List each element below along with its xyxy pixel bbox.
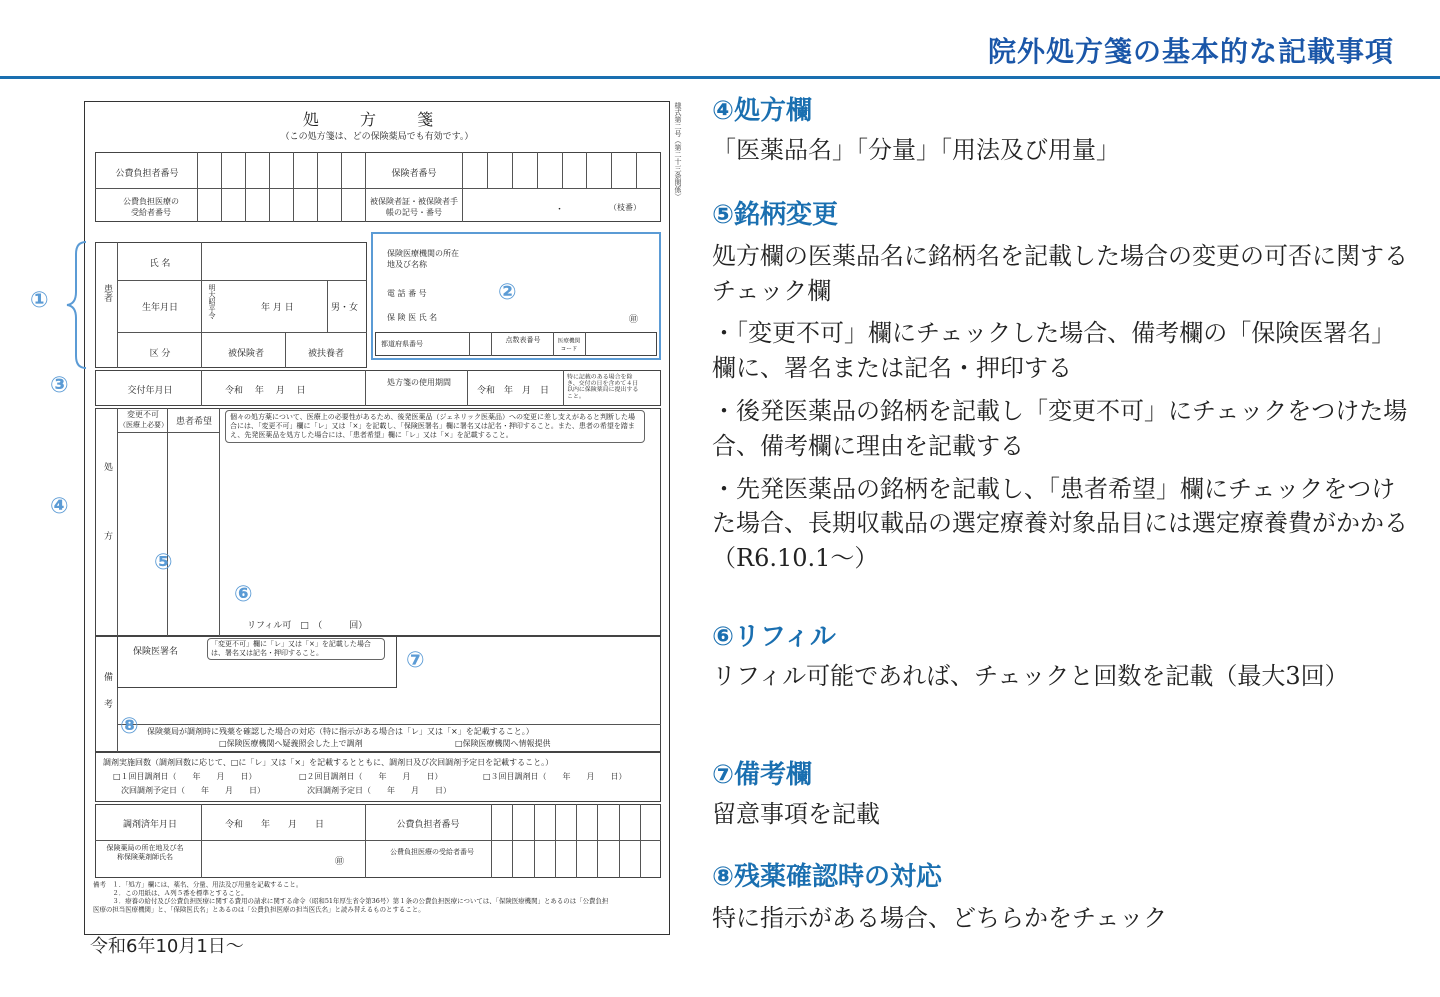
patient-brace xyxy=(64,240,90,370)
insured-person-label: 被保険者 xyxy=(227,349,264,359)
points-table-label: 点数表番号 xyxy=(505,336,541,344)
insured-card-label: 被保険者証・被保険者手帳の記号・番号 xyxy=(370,197,458,217)
section-7 xyxy=(712,759,1412,832)
phone-label: 電 話 番 号 xyxy=(387,289,427,298)
card-dot: ・ xyxy=(555,205,565,215)
section-4 xyxy=(712,95,1412,168)
marker-6: ⑥ xyxy=(234,582,253,607)
branch-no-label: （枝番） xyxy=(609,203,641,212)
signature-note: 「変更不可」欄に「レ」又は「×」を記載した場合は、署名又は記名・押印すること。 xyxy=(207,638,385,660)
validity-note: 特に記載のある場合を除き、交付の日を含めて４日以内に保険薬局に提出すること。 xyxy=(567,373,639,400)
form-side-label: 様式第二号（第二十三条関係） xyxy=(674,102,682,200)
marker-8: ⑧ xyxy=(120,714,139,739)
footnotes: 備考 １．「処方」欄には、薬名、分量、用法及び用量を記載すること。 ２．この用紙は、Ａ列５番を標準とすること。 ３．療養の給付及び公費負担医療に関する費用の請求に関する命令（昭和51年厚生省令第36号）第１条の公費負担医療については、「保険医療機関」とあるのは「公費負担医療の担当医療機関」と、「保険医氏名」とあるのは「公費負担医療の担当医氏名」と読み替えるものとすること。 xyxy=(93,881,609,914)
dependent-label: 被扶養者 xyxy=(307,349,344,359)
next-dispense-1: 次回調剤予定日（ 年 月 日） xyxy=(121,786,265,795)
pharmacy-seal: ㊞ xyxy=(335,857,345,867)
rx-instructions: 個々の処方薬について、医療上の必要性があるため、後発医薬品（ジェネリック医薬品）への変更に差し支えがあると判断した場合には、「変更不可」欄に「レ」又は「×」を記載し、「保険医署名」欄に署名又は記名・押印すること。また、患者の希望を踏まえ、先発医薬品を処方した場合には、「患者希望」欄に「レ」又は「×」を記載すること。 xyxy=(225,410,645,443)
marker-7: ⑦ xyxy=(406,648,425,673)
issue-date-label: 交付年月日 xyxy=(127,386,173,396)
clinic-address-label: 保険医療機関の所在地及び名称 xyxy=(387,249,459,269)
section-5-heading: ⑤銘柄変更 xyxy=(712,200,839,230)
section-8-heading: ⑧残薬確認時の対応 xyxy=(712,862,943,892)
era-list: 明大昭平令 xyxy=(208,284,216,319)
patient-label: 患者 xyxy=(102,284,112,302)
effective-date-note: 令和6年10月1日～ xyxy=(90,936,244,957)
refill-field[interactable]: リフィル可 □ （ 回） xyxy=(247,621,368,631)
validity-label: 処方箋の使用期間 xyxy=(387,378,451,387)
dispense-3[interactable]: □３回目調剤日（ 年 月 日） xyxy=(483,772,627,781)
next-dispense-2: 次回調剤予定日（ 年 月 日） xyxy=(307,786,451,795)
rx-label: 処方 xyxy=(102,462,112,600)
section-7-heading: ⑦備考欄 xyxy=(712,760,813,790)
section-8 xyxy=(712,861,1412,936)
prescription-form xyxy=(84,101,682,935)
dispense-2[interactable]: □２回目調剤日（ 年 月 日） xyxy=(299,772,443,781)
section-4-line-1: 「医薬品名」「分量」「用法及び用量」 xyxy=(712,135,1120,164)
marker-3: ③ xyxy=(50,373,69,398)
section-7-line-1: 留意事項を記載 xyxy=(712,799,880,828)
section-5 xyxy=(712,199,1412,576)
dispense-count-text: 調剤実施回数（調剤回数に応じて、□に「レ」又は「×」を記載するとともに、調剤日及び次回調剤予定日を記載すること。） xyxy=(103,758,554,767)
section-6-line-1: リフィル可能であれば、チェックと回数を記載（最大3回） xyxy=(712,661,1349,690)
dispensed-date-label: 調剤済年月日 xyxy=(122,820,177,830)
public-payer-no-label: 公費負担者番号 xyxy=(115,169,179,179)
doctor-signature-label: 保険医署名 xyxy=(133,647,179,657)
public-recipient-no-label: 公費負担医療の受給者番号 xyxy=(123,197,179,217)
dispensed-date-value: 令和 年 月 日 xyxy=(225,820,325,830)
section-4-heading: ④処方欄 xyxy=(712,96,813,126)
birth-ymd: 年 月 日 xyxy=(261,303,294,313)
section-5-line-4: ・先発医薬品の銘柄を記載し、「患者希望」欄にチェックをつけた場合、長期収載品の選定療養対象品目には選定療養費がかかる（R6.10.1～） xyxy=(712,474,1408,573)
section-6 xyxy=(712,621,1412,694)
change-not-allowed-sub: （医療上必要） xyxy=(119,421,168,429)
public-payer-no2-label: 公費負担者番号 xyxy=(396,820,460,830)
validity-value: 令和 年 月 日 xyxy=(477,386,550,396)
section-8-line-1: 特に指示がある場合、どちらかをチェック xyxy=(712,903,1168,932)
remarks-label: 備考 xyxy=(102,672,112,726)
name-label: 氏 名 xyxy=(149,259,171,269)
marker-2: ② xyxy=(498,280,517,305)
issue-date-value: 令和 年 月 日 xyxy=(225,386,306,396)
category-label: 区 分 xyxy=(149,349,171,359)
section-5-line-2: ・「変更不可」欄にチェックした場合、備考欄の「保険医署名」欄に、署名または記名・押印する xyxy=(712,319,1396,383)
insurer-no-label: 保険者番号 xyxy=(391,169,437,179)
section-6-heading: ⑥リフィル xyxy=(712,622,836,652)
doctor-seal: ㊞ xyxy=(629,315,639,325)
prefecture-no-label: 都道府県番号 xyxy=(381,340,423,348)
leftover-option-1[interactable]: □保険医療機関へ疑義照会した上で調剤 xyxy=(219,739,363,748)
section-5-line-3: ・後発医薬品の銘柄を記載し「変更不可」にチェックをつけた場合、備考欄に理由を記載する xyxy=(712,396,1408,460)
sex-label: 男・女 xyxy=(331,303,359,313)
patient-wish-label: 患者希望 xyxy=(175,417,212,427)
section-5-line-1: 処方欄の医薬品名に銘柄名を記載した場合の変更の可否に関するチェック欄 xyxy=(712,241,1408,305)
public-recipient-no2-label: 公費負担医療の受給者番号 xyxy=(390,848,474,856)
header-rule xyxy=(0,76,1440,79)
marker-1: ① xyxy=(30,288,49,313)
marker-5: ⑤ xyxy=(154,550,173,575)
leftover-text: 保険薬局が調剤時に残薬を確認した場合の対応（特に指示がある場合は「レ」又は「×」を記載すること。） xyxy=(147,727,534,736)
doctor-name-label: 保 険 医 氏 名 xyxy=(387,313,438,322)
change-not-allowed-label: 変更不可 xyxy=(127,410,159,419)
dispense-1[interactable]: □１回目調剤日（ 年 月 日） xyxy=(113,772,257,781)
birth-label: 生年月日 xyxy=(141,303,178,313)
pharmacy-label: 保険薬局の所在地及び名称保険薬剤師氏名 xyxy=(106,844,184,862)
page-title: 院外処方箋の基本的な記載事項 xyxy=(987,35,1394,68)
form-subtitle: （この処方箋は、どの保険薬局でも有効です。） xyxy=(280,132,474,142)
form-title: 処 方 箋 xyxy=(302,110,452,129)
marker-4: ④ xyxy=(50,494,69,519)
leftover-option-2[interactable]: □保険医療機関へ情報提供 xyxy=(455,739,551,748)
clinic-code-label: 医療機関コード xyxy=(557,337,581,353)
